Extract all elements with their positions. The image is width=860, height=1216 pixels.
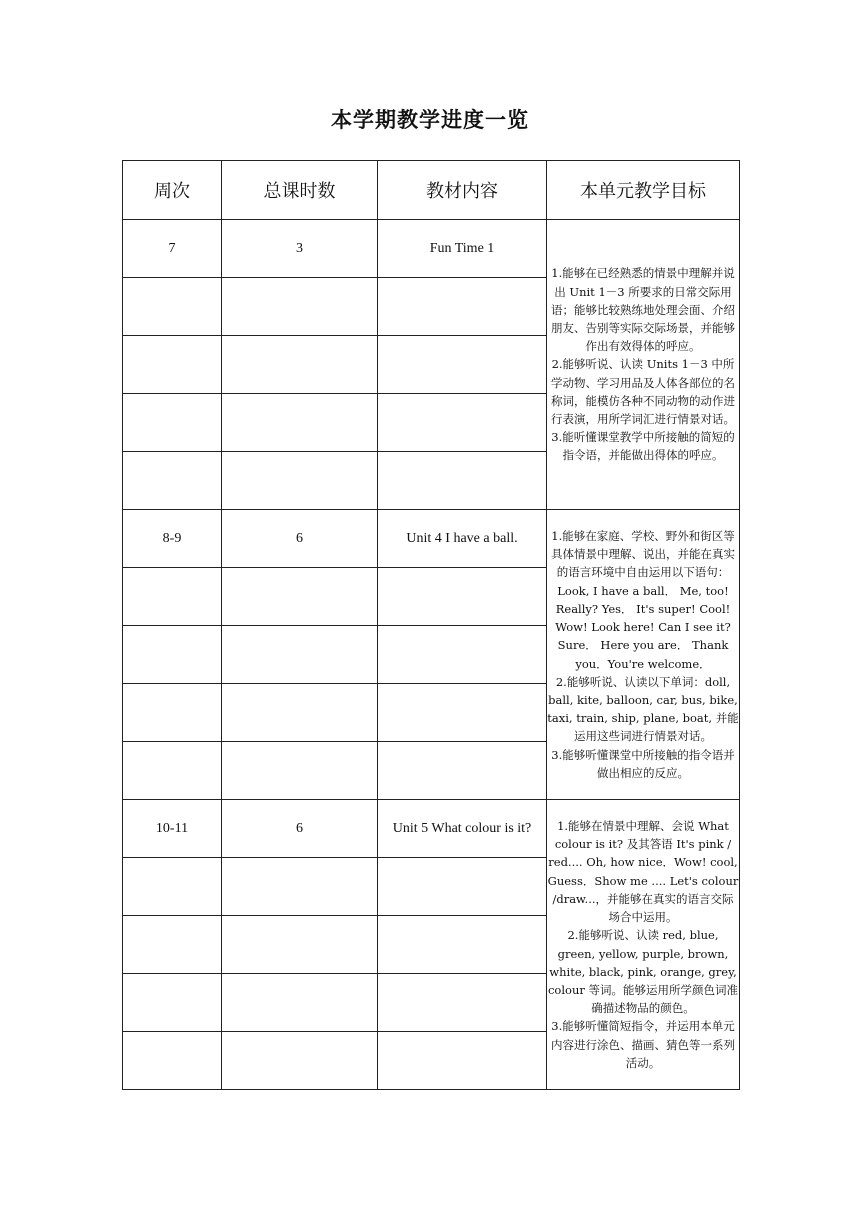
hours-cell: 3 [222, 220, 378, 278]
week-cell: 7 [123, 220, 222, 278]
schedule-table [122, 160, 740, 1090]
content-cell: Unit 5 What colour is it? [378, 800, 547, 858]
hours-cell: 6 [222, 510, 378, 568]
empty-cell [378, 858, 547, 916]
goal-text: 3.能够听懂课堂中所接触的指令语并做出相应的反应。 [551, 747, 735, 780]
empty-cell [123, 336, 222, 394]
empty-cell [123, 742, 222, 800]
empty-cell [378, 394, 547, 452]
empty-cell [378, 568, 547, 626]
header-week: 周次 [123, 161, 222, 220]
goal-text: Look, I have a ball． Me, too! Really? Yes． It's super! Cool! Wow! Look here! Can I see it? Sure． Here you are． Thank you．You're welcome． [555, 583, 731, 671]
table-row [123, 800, 740, 858]
goal-text: 2.能够听说、认读 Units 1－3 中所学动物、学习用品及人体各部位的名称词，能模仿各种不同动物的动作进行表演，用所学词汇进行情景对话。 [551, 357, 735, 426]
empty-cell [378, 452, 547, 510]
empty-cell [222, 742, 378, 800]
table-row [123, 510, 740, 568]
week-cell: 10-11 [123, 800, 222, 858]
empty-cell [378, 626, 547, 684]
empty-cell [222, 916, 378, 974]
empty-cell [123, 916, 222, 974]
empty-cell [222, 684, 378, 742]
empty-cell [123, 684, 222, 742]
empty-cell [378, 742, 547, 800]
week-cell: 8-9 [123, 510, 222, 568]
empty-cell [123, 626, 222, 684]
goal-text: 1.能够在已经熟悉的情景中理解并说出 Unit 1－3 所要求的日常交际用语；能够比较熟练地处理会面、介绍朋友、告别等实际交际场景，并能够作出有效得体的呼应。 [551, 266, 735, 354]
table-row [123, 220, 740, 278]
empty-cell [222, 974, 378, 1032]
empty-cell [222, 626, 378, 684]
empty-cell [378, 684, 547, 742]
goal-text: 2.能够听说、认读以下单词：doll, ball, kite, balloon, car, bus, bike, taxi, train, ship, plane, boat, 并能运用这些词进行情景对话。 [547, 674, 739, 744]
empty-cell [222, 278, 378, 336]
goals-cell [547, 800, 740, 1090]
goals-cell [547, 510, 740, 800]
goal-text: 3.能听懂课堂教学中所接触的简短的指令语，并能做出得体的呼应。 [551, 430, 735, 463]
empty-cell [123, 568, 222, 626]
empty-cell [222, 1032, 378, 1090]
empty-cell [222, 568, 378, 626]
empty-cell [123, 278, 222, 336]
empty-cell [123, 974, 222, 1032]
empty-cell [378, 336, 547, 394]
empty-cell [222, 452, 378, 510]
goal-text: 1.能够在情景中理解、会说 What colour is it? 及其答语 It's pink / red.... Oh, how nice．Wow! cool, Guess．Show me .... Let's colour /draw...，并能够在真实的语言交际场合中运用。 [547, 819, 739, 925]
empty-cell [222, 858, 378, 916]
empty-cell [378, 278, 547, 336]
empty-cell [123, 394, 222, 452]
empty-cell [378, 916, 547, 974]
header-goals: 本单元教学目标 [547, 161, 740, 220]
empty-cell [378, 974, 547, 1032]
empty-cell [123, 858, 222, 916]
content-cell: Unit 4 I have a ball. [378, 510, 547, 568]
goal-text: 1.能够在家庭、学校、野外和街区等具体情景中理解、说出，并能在真实的语言环境中自由运用以下语句： [551, 529, 735, 580]
content-cell: Fun Time 1 [378, 220, 547, 278]
empty-cell [222, 394, 378, 452]
header-row [123, 161, 740, 220]
goal-text: 2.能够听说、认读 red, blue, green, yellow, purple, brown, white, black, pink, orange, grey, colour 等词。能够运用所学颜色词准确描述物品的颜色。 [547, 928, 739, 1016]
empty-cell [222, 336, 378, 394]
header-content: 教材内容 [378, 161, 547, 220]
empty-cell [123, 1032, 222, 1090]
header-hours: 总课时数 [222, 161, 378, 220]
empty-cell [378, 1032, 547, 1090]
empty-cell [123, 452, 222, 510]
goal-text: 3.能够听懂简短指令，并运用本单元内容进行涂色、描画、猜色等一系列活动。 [551, 1019, 735, 1070]
goals-cell [547, 220, 740, 510]
hours-cell: 6 [222, 800, 378, 858]
page-title: 本学期教学进度一览 [331, 107, 529, 132]
